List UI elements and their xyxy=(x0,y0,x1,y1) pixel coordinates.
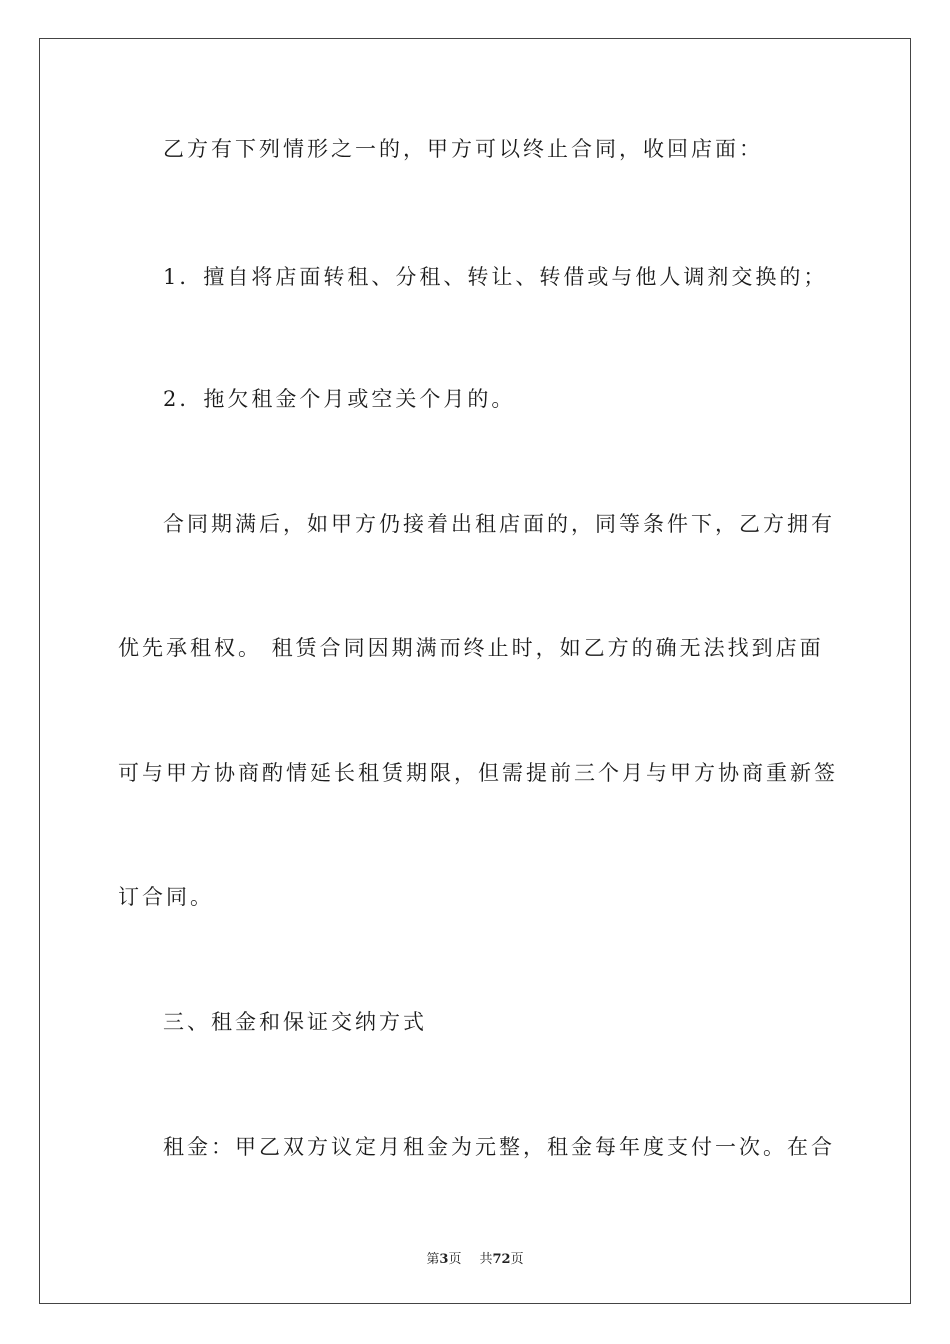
paragraph-renewal-line-4: 订合同。 xyxy=(118,885,214,909)
paragraph-rent: 租金：甲乙双方议定月租金为元整，租金每年度支付一次。在合 xyxy=(163,1135,835,1159)
footer-page-suffix: 页 xyxy=(448,1252,462,1267)
footer-total-pages: 72 xyxy=(492,1252,511,1267)
list-item-1: 1．擅自将店面转租、分租、转让、转借或与他人调剂交换的； xyxy=(163,265,828,289)
paragraph-termination-intro: 乙方有下列情形之一的，甲方可以终止合同，收回店面： xyxy=(163,137,763,161)
footer-page-prefix: 第 xyxy=(426,1252,440,1267)
page-frame xyxy=(39,38,911,1304)
page-footer xyxy=(0,1248,950,1267)
paragraph-renewal-line-2: 优先承租权。 租赁合同因期满而终止时，如乙方的确无法找到店面 xyxy=(118,636,824,660)
footer-total-suffix: 页 xyxy=(510,1252,524,1267)
list-item-2: 2．拖欠租金个月或空关个月的。 xyxy=(163,387,516,411)
section-heading-rent: 三、租金和保证交纳方式 xyxy=(163,1010,427,1034)
paragraph-renewal-line-3: 可与甲方协商酌情延长租赁期限，但需提前三个月与甲方协商重新签 xyxy=(118,761,838,785)
paragraph-renewal-line-1: 合同期满后，如甲方仍接着出租店面的，同等条件下，乙方拥有 xyxy=(163,512,835,536)
footer-page-number: 3 xyxy=(439,1252,449,1267)
footer-total-prefix: 共 xyxy=(479,1252,493,1267)
